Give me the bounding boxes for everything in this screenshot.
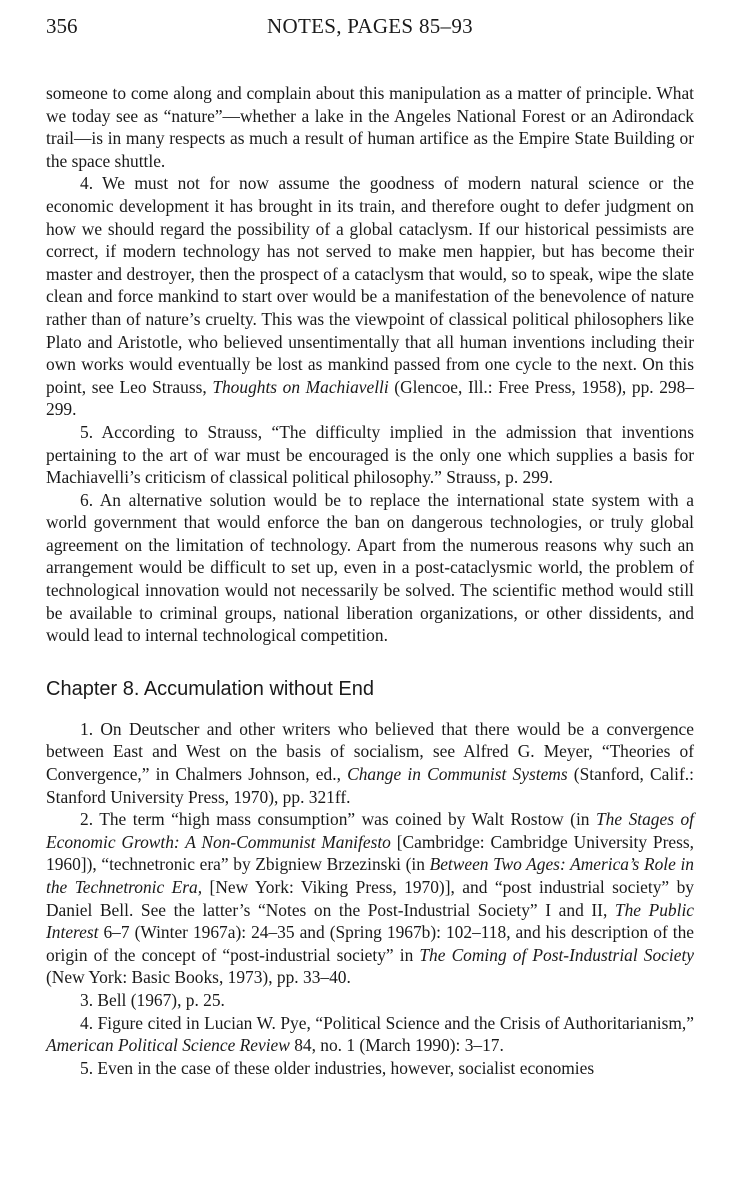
ch8-note-4: 4. Figure cited in Lucian W. Pye, “Political Science and the Crisis of Authoritarianism,” American Political Science Review 84, no. 1 (March 1990): 3–17. bbox=[46, 1012, 694, 1056]
book-title: The Coming of Post-Industrial Society bbox=[419, 944, 695, 965]
note-continuation: someone to come along and complain about this manipulation as a matter of principle. What we today see as “nature”—whether a lake in the Angeles National Forest or an Adirondack trail—is in many respects as much a result of human artifice as the Empire State Building or the space shuttle. bbox=[46, 83, 694, 171]
page-number: 356 bbox=[46, 14, 78, 38]
note-6: 6. An alternative solution would be to replace the international state system with a world government that would enforce the ban on dangerous technologies, or truly global agreement on the limitation of technology. Apart from the numerous reasons why such an arrangement would be difficult to set up, even in a post-cataclysmic world, the problem of technological innovation would not necessarily be solved. The scientific method would still be available to criminal groups, national liberation organizations, or other dissidents, and would lead to internal technological competition. bbox=[46, 489, 694, 646]
book-title: Thoughts on Machiavelli bbox=[212, 376, 389, 397]
page-header bbox=[46, 14, 694, 44]
journal-title: The Public Interest bbox=[46, 899, 694, 943]
note-5: 5. According to Strauss, “The difficulty implied in the admission that inventions pertaining to the art of war must be encouraged is the only one which supplies a basis for Machiavelli’s criticism of classical political philosophy.” Strauss, p. 299. bbox=[46, 421, 694, 488]
notes-body bbox=[46, 82, 694, 1079]
book-title: Between Two Ages: America’s Role in the Technetronic Era, bbox=[46, 854, 694, 897]
ch8-note-3: 3. Bell (1967), p. 25. bbox=[80, 989, 225, 1010]
journal-title: American Political Science Review bbox=[46, 1035, 290, 1056]
chapter-heading: Chapter 8. Accumulation without End bbox=[46, 677, 374, 700]
note-4: 4. We must not for now assume the goodness of modern natural science or the economic development it has brought in its train, and therefore ought to defer judgment on how we should regard the possibility of a global cataclysm. If our historical pessimists are correct, if modern technology has not served to make men happier, but has become their master and destroyer, then the prospect of a cataclysm that would, so to speak, wipe the slate clean and force mankind to start over would be a manifestation of the benevolence of nature rather than of nature’s cruelty. This was the viewpoint of classical political philosophers like Plato and Aristotle, who believed unsentimentally that all human inventions including their own works would eventually be lost as mankind passed from one cycle to the next. On this point, see Leo Strauss, Thoughts on Machiavelli (Glencoe, Ill.: Free Press, 1958), pp. 298–299. bbox=[46, 173, 694, 420]
book-title: The Stages of Economic Growth: A Non-Communist Manifesto bbox=[46, 809, 695, 852]
book-title: Change in Communist Systems bbox=[347, 764, 568, 785]
ch8-note-5: 5. Even in the case of these older industries, however, socialist economies bbox=[80, 1057, 595, 1078]
ch8-note-2: 2. The term “high mass consumption” was coined by Walt Rostow (in The Stages of Economic Growth: A Non-Communist Manifesto [Cambridge: Cambridge University Press, 1960]), “technetronic era” by Zbigniew Brzezinski (in Between Two Ages: America’s Role in the Technetronic Era, [New York: Viking Press, 1970)], and “post industrial society” by Daniel Bell. See the latter’s “Notes on the Post-Industrial Society” I and II, The Public Interest 6–7 (Winter 1967a): 24–35 and (Spring 1967b): 102–118, and his description of the origin of the concept of “post-industrial society” in The Coming of Post-Industrial Society (New York: Basic Books, 1973), pp. 33–40. bbox=[46, 809, 695, 988]
running-head: NOTES, PAGES 85–93 bbox=[267, 14, 473, 38]
ch8-note-1: 1. On Deutscher and other writers who believed that there would be a convergence between East and West on the basis of socialism, see Alfred G. Meyer, “Theories of Convergence,” in Chalmers Johnson, ed., Change in Communist Systems (Stanford, Calif.: Stanford University Press, 1970), pp. 321ff. bbox=[46, 718, 694, 807]
